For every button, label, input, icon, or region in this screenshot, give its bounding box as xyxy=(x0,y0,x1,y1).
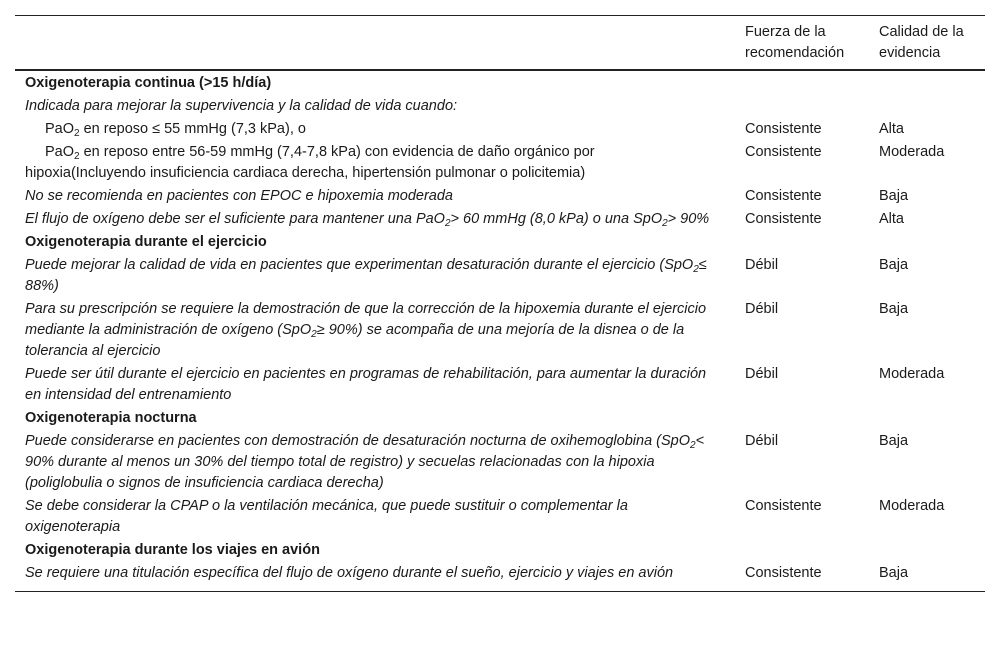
row-text: El flujo de oxígeno debe ser el suficiente para mantener una PaO$_2$> 60 mmHg (8,0 kPa) o una SpO$_2$> 90% xyxy=(25,211,710,229)
section-title: Oxigenoterapia durante el ejercicio xyxy=(25,234,267,250)
quality-cell: Baja xyxy=(879,188,909,204)
table-row xyxy=(15,185,985,208)
quality-cell: Moderada xyxy=(879,144,945,160)
quality-cell: Baja xyxy=(879,433,909,449)
row-text: Puede ser útil durante el ejercicio en pacientes en programas de rehabilitación, para aumentar la duración en intensidad del entrenamiento xyxy=(25,366,707,403)
section-row xyxy=(15,231,985,254)
table-row xyxy=(15,298,985,363)
strength-cell: Consistente xyxy=(745,121,822,137)
section-title: Oxigenoterapia continua (>15 h/día) xyxy=(25,75,272,91)
quality-cell: Moderada xyxy=(879,498,945,514)
row-text: Indicada para mejorar la supervivencia y la calidad de vida cuando: xyxy=(25,98,458,114)
row-text: PaO$_2$ en reposo ≤ 55 mmHg (7,3 kPa), o xyxy=(45,121,306,139)
table-row xyxy=(15,95,985,118)
strength-cell: Consistente xyxy=(745,188,822,204)
section-row xyxy=(15,407,985,430)
table-body xyxy=(15,70,985,592)
header-strength: Fuerza de la recomendación xyxy=(745,24,845,61)
strength-cell: Débil xyxy=(745,433,779,449)
quality-cell: Moderada xyxy=(879,366,945,382)
row-text: Puede mejorar la calidad de vida en pacientes que experimentan desaturación durante el ejercicio (SpO$_2$≤ 88%) xyxy=(25,257,707,294)
row-text: Puede considerarse en pacientes con demostración de desaturación nocturna de oxihemoglobina (SpO$_2$< 90% durante al menos un 30% del tiempo total de registro) y secuelas relacionadas con la hipoxia (poliglobulia o signos de insuficiencia cardiaca derecha) xyxy=(25,433,705,491)
strength-cell: Consistente xyxy=(745,211,822,227)
quality-cell: Alta xyxy=(879,121,904,137)
table-row xyxy=(15,208,985,231)
row-text: No se recomienda en pacientes con EPOC e hipoxemia moderada xyxy=(25,188,453,204)
strength-cell: Débil xyxy=(745,257,779,273)
strength-cell: Débil xyxy=(745,366,779,382)
row-text: Para su prescripción se requiere la demostración de que la corrección de la hipoxemia durante el ejercicio mediante la administración de oxígeno (SpO$_2$≥ 90%) se acompaña de una mejoría de la disnea o de la tolerancia al ejercicio xyxy=(25,301,707,359)
quality-cell: Alta xyxy=(879,211,904,227)
section-title: Oxigenoterapia nocturna xyxy=(25,410,197,426)
strength-cell: Débil xyxy=(745,301,779,317)
table-header xyxy=(15,16,985,71)
section-row xyxy=(15,70,985,95)
quality-cell: Baja xyxy=(879,301,909,317)
table-row xyxy=(15,430,985,495)
table-row xyxy=(15,118,985,141)
table-row xyxy=(15,562,985,592)
section-row xyxy=(15,539,985,562)
strength-cell: Consistente xyxy=(745,565,822,581)
row-text: Se requiere una titulación específica del flujo de oxígeno durante el sueño, ejercicio y viajes en avión xyxy=(25,565,674,581)
row-text: Se debe considerar la CPAP o la ventilación mecánica, que puede sustituir o complementar la oxigenoterapia xyxy=(25,498,628,535)
header-empty-cell xyxy=(15,16,735,71)
table-row xyxy=(15,141,985,185)
table-row xyxy=(15,495,985,539)
strength-cell: Consistente xyxy=(745,144,822,160)
quality-cell: Baja xyxy=(879,257,909,273)
table-row xyxy=(15,363,985,407)
header-quality: Calidad de la evidencia xyxy=(879,24,964,61)
quality-cell: Baja xyxy=(879,565,909,581)
strength-cell: Consistente xyxy=(745,498,822,514)
header-row xyxy=(15,16,985,71)
recommendations-table xyxy=(15,15,985,592)
row-text: PaO$_2$ en reposo entre 56-59 mmHg (7,4-7,8 kPa) con evidencia de daño orgánico por hipoxia(Incluyendo insuficiencia cardiaca derecha, hipertensión pulmonar o policitemia) xyxy=(25,144,595,181)
section-title: Oxigenoterapia durante los viajes en avión xyxy=(25,542,320,558)
table-row xyxy=(15,254,985,298)
recommendations-table-container xyxy=(15,15,985,592)
